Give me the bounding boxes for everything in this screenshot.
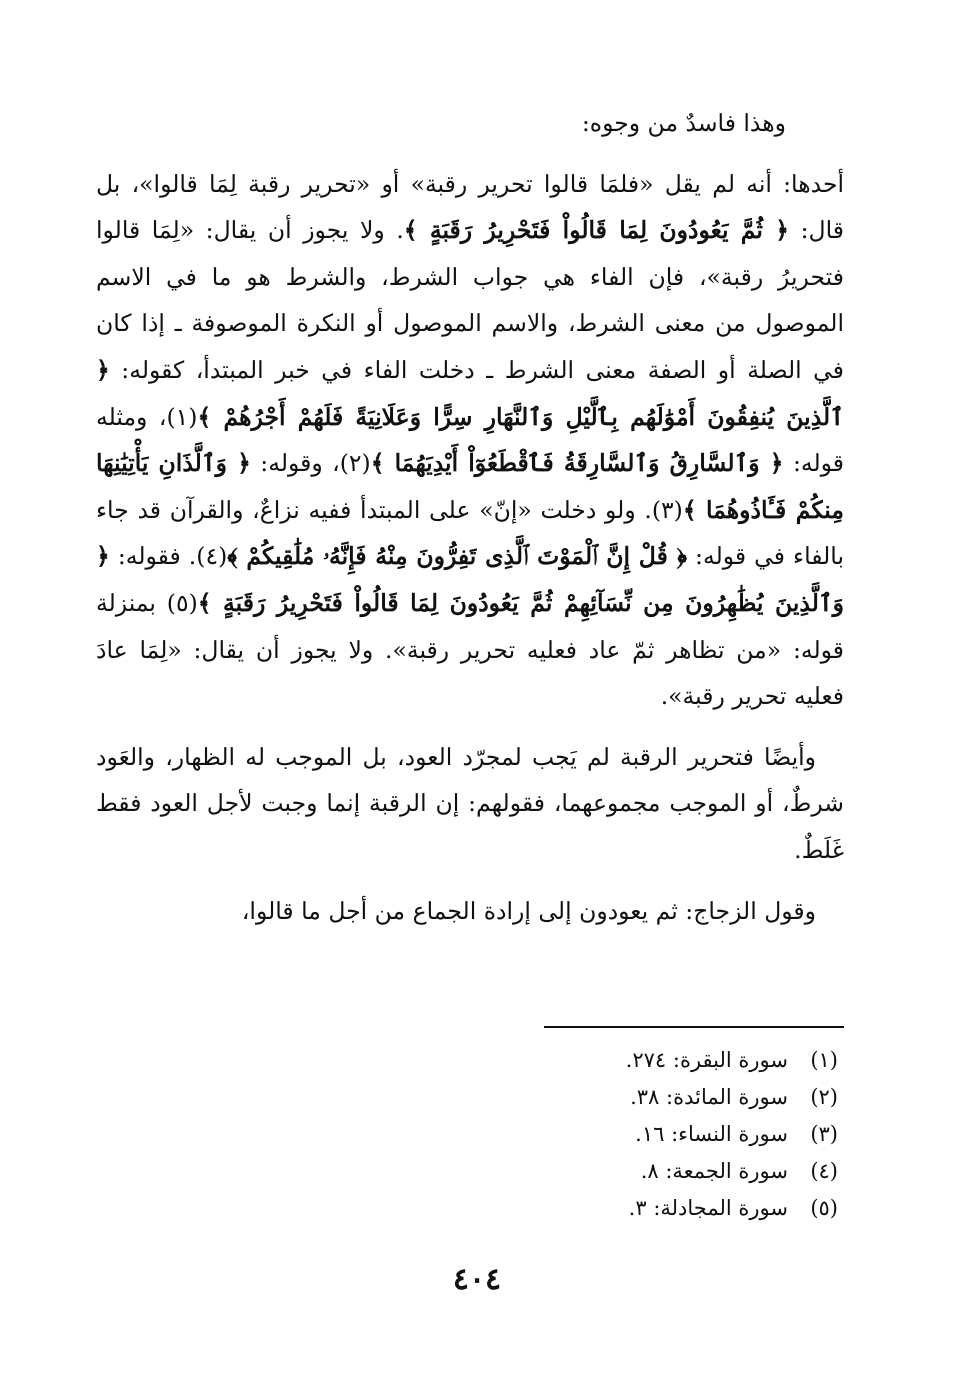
text-run: أحدها: أنه لم يقل «فلمَا قالوا تحرير رقبة» أو «تحرير رقبة لِمَا قالوا»، بل قال:: [96, 169, 844, 245]
quran-verse: ﴿ وَٱلَّذِينَ يُظَٰهِرُونَ مِن نِّسَآئِهِمْ ثُمَّ يَعُودُونَ لِمَا قَالُواْ فَتَحْرِيرُ رَقَبَةٍ ﴾: [96, 542, 844, 617]
footnote-number: (١): [810, 1048, 838, 1072]
footnote-text: سورة البقرة: ٢٧٤.: [625, 1048, 788, 1072]
text-run: . ولا يجوز أن يقال: «لِمَا قالوا فتحريرُ رقبة»، فإن الفاء هي جواب الشرط، والشرط هو ما في الاسم الموصول من معنى الشرط، والاسم الموصول أو النكرة الموصوفة ـ إذا كان في الصلة أو الصفة معنى الشرط ـ دخلت الفاء في خبر المبتدأ، كقوله:: [96, 216, 844, 384]
quran-verse: ﴿ ٱلَّذِينَ يُنفِقُونَ أَمْوَٰلَهُم بِٱلَّيْلِ وَٱلنَّهَارِ سِرًّا وَعَلَانِيَةً فَلَهُمْ أَجْرُهُمْ ﴾: [96, 355, 844, 431]
footnote-text: سورة الجمعة: ٨.: [640, 1159, 788, 1183]
footnote-5: [96, 1190, 844, 1227]
footnote-text: سورة المائدة: ٣٨.: [630, 1085, 788, 1109]
text-run: (٤). فقوله:: [109, 542, 228, 571]
footnote-text: سورة المجادلة: ٣.: [628, 1196, 788, 1220]
footnote-1: [96, 1042, 844, 1079]
paragraph-second-argument: [96, 734, 844, 874]
footnote-number: (٣): [810, 1122, 838, 1146]
quran-verse: ﴿ قُلْ إِنَّ ٱلْمَوْتَ ٱلَّذِى تَفِرُّونَ مِنْهُ فَإِنَّهُۥ مُلَٰقِيكُمْ ﴾: [227, 542, 688, 571]
footnote-number: (٥): [810, 1196, 838, 1220]
text-run: (٣). ولو دخلت «إنّ» على المبتدأ ففيه نزاعٌ، والقرآن قد جاء بالفاء في قوله:: [96, 495, 844, 571]
footnote-4: [96, 1153, 844, 1190]
text-run: وأيضًا فتحرير الرقبة لم يَجب لمجرّد العود، بل الموجب له الظهار، والعَود شرطٌ، أو الموجب مجموعهما، فقولهم: إن الرقبة إنما وجبت لأجل العود فقط غَلَطٌ.: [96, 742, 844, 864]
main-text: [96, 100, 844, 934]
footnote-2: [96, 1079, 844, 1116]
text-run: وهذا فاسدٌ من وجوه:: [581, 109, 786, 137]
footnote-number: (٤): [810, 1159, 838, 1183]
paragraph-first-argument: [96, 161, 844, 720]
page-number: ٤٠٤: [452, 1262, 502, 1297]
text-run: (٢)، وقوله:: [250, 449, 371, 478]
paragraph-zajjaj: [96, 888, 844, 935]
footnote-number: (٢): [810, 1085, 838, 1109]
quran-verse: ﴿ ثُمَّ يَعُودُونَ لِمَا قَالُواْ فَتَحْرِيرُ رَقَبَةٍ ﴾: [403, 216, 790, 245]
footnote-3: [96, 1116, 844, 1153]
quran-verse: ﴿ وَٱلَّذَانِ يَأْتِيَٰنِهَا مِنكُمْ فَـَٔاذُوهُمَا ﴾: [96, 449, 844, 524]
text-run: وقول الزجاج: ثم يعودون إلى إرادة الجماع من أجل ما قالوا،: [241, 896, 816, 925]
footnote-separator: [544, 1026, 844, 1028]
paragraph-intro: [96, 100, 844, 147]
text-run: (٥) بمنزلة قوله: «من تظاهر ثمّ عاد فعليه تحرير رقبة». ولا يجوز أن يقال: «لِمَا عادَ فعليه تحرير رقبة».: [96, 588, 844, 711]
text-run: (١)، ومثله قوله:: [96, 402, 845, 478]
footnotes: [96, 1026, 844, 1227]
quran-verse: ﴿ وَٱلسَّارِقُ وَٱلسَّارِقَةُ فَٱقْطَعُوٓاْ أَيْدِيَهُمَا ﴾: [370, 449, 784, 478]
footnote-text: سورة النساء: ١٦.: [635, 1122, 788, 1146]
